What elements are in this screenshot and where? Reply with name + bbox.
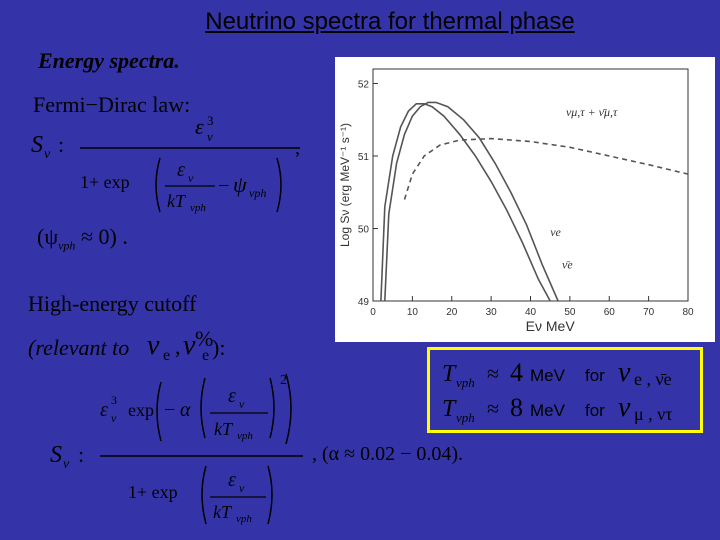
x-tick-label: 40 xyxy=(524,307,537,318)
svg-text:ν: ν xyxy=(239,481,245,495)
temp-for: for xyxy=(585,366,605,385)
fermi-dirac-label: Fermi−Dirac law: xyxy=(33,92,191,117)
svg-text:νph: νph xyxy=(237,430,253,442)
svg-text:2: 2 xyxy=(280,373,287,388)
spectrum-chart-panel xyxy=(335,57,715,342)
series-label-1: ν̄e xyxy=(562,257,573,272)
svg-text:1+ exp: 1+ exp xyxy=(80,172,130,192)
x-tick-label: 20 xyxy=(446,307,458,318)
temp-lhs: T xyxy=(442,396,456,422)
svg-text:ν: ν xyxy=(147,330,160,361)
svg-text:ε: ε xyxy=(228,469,236,491)
x-tick-label: 30 xyxy=(485,307,497,318)
svg-text:−: − xyxy=(218,175,230,197)
x-tick-label: 0 xyxy=(370,307,376,318)
nu-e-symbols xyxy=(145,328,215,364)
svg-text:e: e xyxy=(202,347,210,364)
series-line-2 xyxy=(405,139,689,200)
svg-text:ν: ν xyxy=(111,411,117,425)
svg-text:,: , xyxy=(175,334,181,359)
temp-sub: νph xyxy=(456,410,475,425)
relevant-suffix: ): xyxy=(212,335,226,360)
spectrum-chart xyxy=(335,57,715,342)
temp-approx: ≈ xyxy=(487,396,500,421)
svg-text:,: , xyxy=(295,137,300,159)
series-line-0 xyxy=(381,104,550,301)
svg-text:ε: ε xyxy=(195,114,204,139)
y-tick-label: 51 xyxy=(357,152,369,163)
svg-text:ν: ν xyxy=(63,457,70,472)
y-tick-label: 50 xyxy=(357,224,369,236)
svg-text:kT: kT xyxy=(213,502,231,522)
svg-text:ε: ε xyxy=(177,159,185,181)
temp-species-sub: μ , ντ xyxy=(634,404,673,424)
svg-text::: : xyxy=(78,442,85,467)
slide-title: Neutrino spectra for thermal phase xyxy=(205,8,575,35)
x-tick-label: 80 xyxy=(682,307,694,318)
svg-text:1+ exp: 1+ exp xyxy=(128,482,178,502)
temp-species: ν xyxy=(618,392,631,423)
y-axis-label: Log Sν (erg MeV⁻¹ s⁻¹) xyxy=(338,122,352,248)
temp-value: 4 xyxy=(510,358,523,387)
x-tick-label: 70 xyxy=(643,307,655,318)
series-label-0: νe xyxy=(550,224,561,239)
alpha-note: , (α ≈ 0.02 − 0.04). xyxy=(312,443,464,465)
svg-text:ν: ν xyxy=(239,397,245,411)
svg-text:3: 3 xyxy=(111,393,117,407)
psi-condition: $(\psi_{\nu ph} \approx 0)$ . xyxy=(37,224,128,253)
temp-sub: νph xyxy=(456,375,475,390)
svg-text:νph: νph xyxy=(190,202,206,214)
temp-unit: MeV xyxy=(530,401,565,420)
y-tick-label: 49 xyxy=(357,297,369,308)
svg-text:kT: kT xyxy=(167,191,185,211)
svg-text::: : xyxy=(58,132,65,157)
relevant-prefix: (relevant to xyxy=(28,335,130,360)
svg-text:α: α xyxy=(180,399,191,421)
fermi-dirac-equation xyxy=(25,112,325,222)
temp-unit: MeV xyxy=(530,366,565,385)
svg-text:ν: ν xyxy=(183,330,196,361)
svg-text:−: − xyxy=(164,399,176,421)
cutoff-label: High-energy cutoff xyxy=(28,291,197,316)
x-tick-label: 10 xyxy=(406,307,418,318)
svg-text:ν: ν xyxy=(44,147,51,162)
series-label-2: νμ,τ + ν̄μ,τ xyxy=(565,105,618,120)
series-line-1 xyxy=(385,102,558,301)
svg-text:ψ: ψ xyxy=(233,172,247,197)
x-tick-label: 50 xyxy=(564,307,576,318)
svg-text:%: % xyxy=(195,326,214,351)
subtitle: Energy spectra. xyxy=(38,48,180,73)
svg-text:ν: ν xyxy=(188,171,194,185)
svg-text:ε: ε xyxy=(228,385,236,407)
svg-text:S: S xyxy=(31,132,43,158)
temp-species-sub: e , ν̄e xyxy=(634,369,672,389)
x-tick-label: 60 xyxy=(603,307,615,318)
svg-text:νph: νph xyxy=(249,186,267,200)
y-tick-label: 52 xyxy=(357,79,369,91)
temp-lhs: T xyxy=(442,361,456,387)
svg-text:ν: ν xyxy=(207,129,213,144)
svg-text:S: S xyxy=(50,442,62,468)
temp-value: 8 xyxy=(510,393,523,422)
svg-text:kT: kT xyxy=(214,419,232,439)
svg-text:e: e xyxy=(163,347,171,364)
svg-text:exp: exp xyxy=(128,400,154,420)
svg-text:νph: νph xyxy=(236,513,252,525)
temp-species: ν xyxy=(618,357,631,388)
temp-approx: ≈ xyxy=(487,361,500,386)
x-axis-label: Eν MeV xyxy=(525,318,575,334)
temperature-box xyxy=(427,347,703,433)
svg-text:3: 3 xyxy=(207,113,214,128)
temp-for: for xyxy=(585,401,605,420)
svg-text:ε: ε xyxy=(100,399,108,421)
temperature-table xyxy=(430,350,700,430)
